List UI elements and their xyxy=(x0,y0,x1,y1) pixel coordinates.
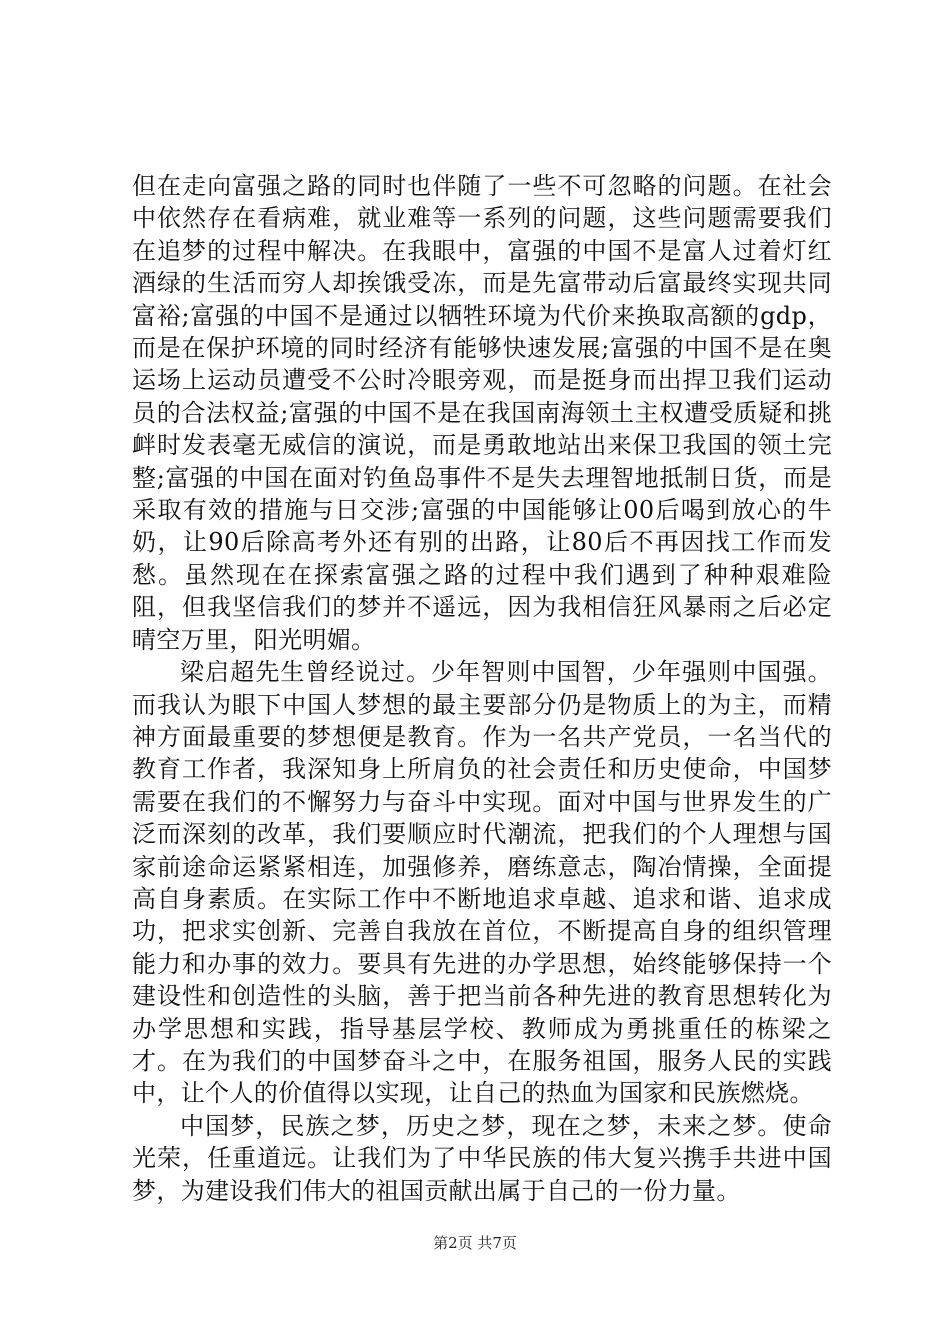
paragraph-3: 中国梦，民族之梦，历史之梦，现在之梦，未来之梦。使命光荣，任重道远。让我们为了中华民族的伟大复兴携手共进中国梦，为建设我们伟大的祖国贡献出属于自己的一份力量。 xyxy=(132,1111,832,1205)
page-footer: 第2页 共7页 xyxy=(433,1234,517,1252)
document-body xyxy=(132,170,832,1207)
paragraph-2: 梁启超先生曾经说过。少年智则中国智，少年强则中国强。而我认为眼下中国人梦想的最主要部分仍是物质上的为主，而精神方面最重要的梦想便是教育。作为一名共产党员，一名当代的教育工作者，我深知身上所肩负的社会责任和历史使命，中国梦需要在我们的不懈努力与奋斗中实现。面对中国与世界发生的广泛而深刻的改革，我们要顺应时代潮流，把我们的个人理想与国家前途命运紧紧相连，加强修养，磨练意志，陶冶情操，全面提高自身素质。在实际工作中不断地追求卓越、追求和谐、追求成功，把求实创新、完善自我放在首位，不断提高自身的组织管理能力和办事的效力。要具有先进的办学思想，始终能够保持一个建设性和创造性的头脑，善于把当前各种先进的教育思想转化为办学思想和实践，指导基层学校、教师成为勇挑重任的栋梁之才。在为我们的中国梦奋斗之中，在服务祖国，服务人民的实践中，让个人的价值得以实现，让自己的热血为国家和民族燃烧。 xyxy=(132,658,832,1108)
paragraph-1: 但在走向富强之路的同时也伴随了一些不可忽略的问题。在社会中依然存在看病难，就业难等一系列的问题，这些问题需要我们在追梦的过程中解决。在我眼中，富强的中国不是富人过着灯红酒绿的生活而穷人却挨饿受冻，而是先富带动后富最终实现共同富裕;富强的中国不是通过以牺牲环境为代价来换取高额的gdp，而是在保护环境的同时经济有能够快速发展;富强的中国不是在奥运场上运动员遭受不公时冷眼旁观，而是挺身而出捍卫我们运动员的合法权益;富强的中国不是在我国南海领土主权遭受质疑和挑衅时发表毫无威信的演说，而是勇敢地站出来保卫我国的领土完整;富强的中国在面对钓鱼岛事件不是失去理智地抵制日货，而是采取有效的措施与日交涉;富强的中国能够让00后喝到放心的牛奶，让90后除高考外还有别的出路，让80后不再因找工作而发愁。虽然现在在探索富强之路的过程中我们遇到了种种艰难险阻，但我坚信我们的梦并不遥远，因为我相信狂风暴雨之后必定晴空万里，阳光明媚。 xyxy=(132,172,832,654)
